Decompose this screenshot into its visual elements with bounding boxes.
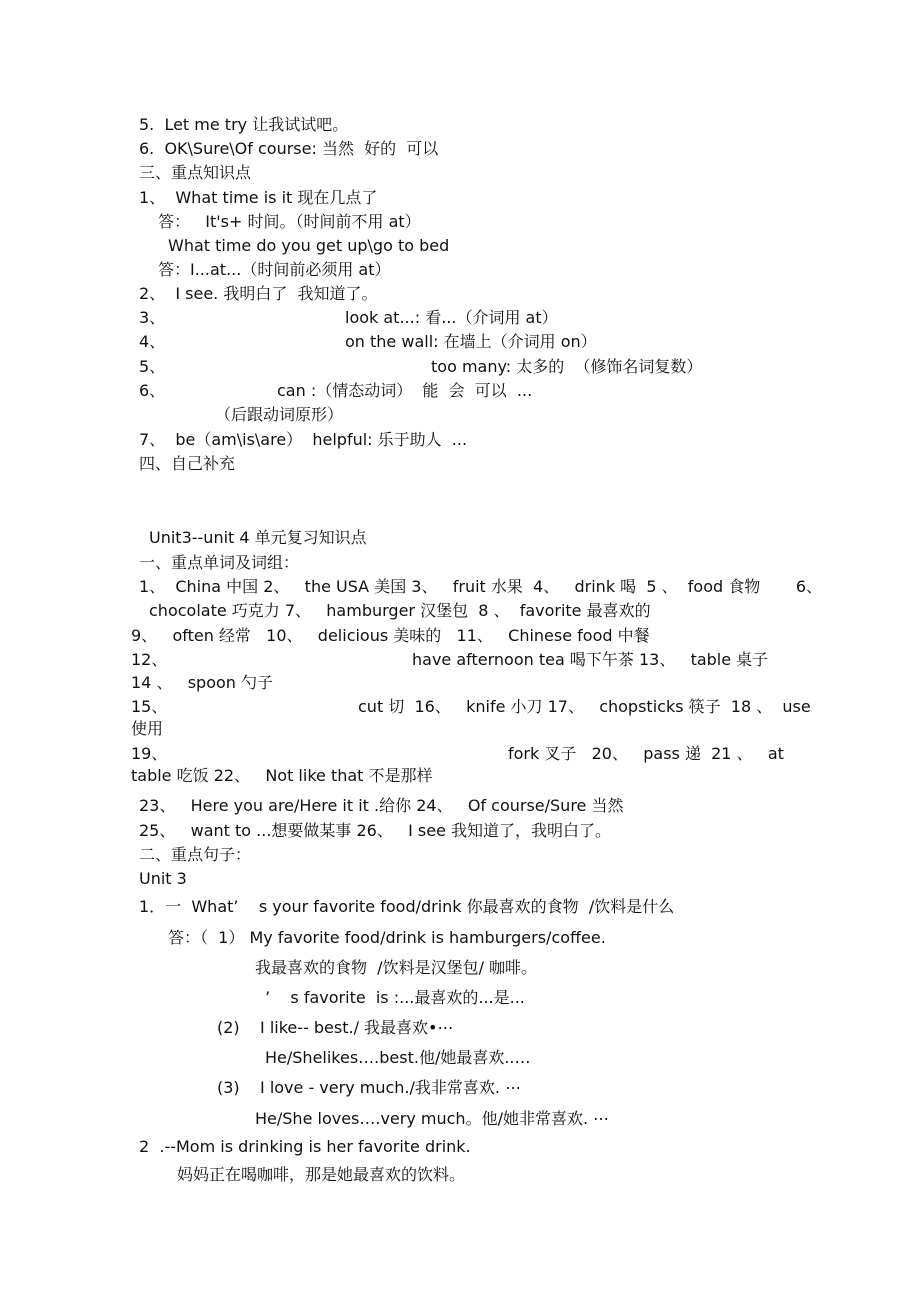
- text-line: on the wall: 在墙上（介词用 on）: [345, 332, 597, 351]
- text-line: table 吃饭 22、 Not like that 不是那样: [131, 766, 433, 785]
- unit-title: Unit3--unit 4 单元复习知识点: [149, 528, 367, 547]
- text-line: 1、 What time is it 现在几点了: [139, 188, 378, 207]
- text-line: 15、: [131, 697, 168, 716]
- text-line: look at...: 看...（介词用 at）: [345, 308, 558, 327]
- unit-subtitle: Unit 3: [139, 869, 187, 888]
- section-heading: 三、重点知识点: [139, 163, 252, 182]
- text-line: have afternoon tea 喝下午茶 13、 table 桌子: [412, 650, 769, 669]
- text-line: （后跟动词原形）: [215, 405, 344, 424]
- text-line: ’ s favorite is :...最喜欢的...是...: [265, 988, 525, 1007]
- text-line: 12、: [131, 650, 168, 669]
- text-line: 4、: [139, 332, 166, 351]
- text-line: 5. Let me try 让我试试吧。: [139, 115, 349, 134]
- text-line: 2 .--Mom is drinking is her favorite drink.: [139, 1137, 471, 1156]
- text-line: chocolate 巧克力 7、 hamburger 汉堡包 8 、 favorite 最喜欢的: [149, 601, 651, 620]
- text-line: He/She loves….very much。他/她非常喜欢. ⋯: [255, 1109, 610, 1128]
- text-line: can :（情态动词） 能 会 可以 ...: [277, 381, 533, 400]
- text-line: 使用: [131, 719, 164, 738]
- text-line: cut 切 16、 knife 小刀 17、 chopsticks 筷子 18 、 use: [358, 697, 811, 716]
- text-line: 6、: [139, 381, 166, 400]
- text-line: 7、 be（am\is\are） helpful: 乐于助人 ...: [139, 430, 468, 449]
- section-heading: 一、重点单词及词组：: [139, 553, 300, 572]
- section-heading: 二、重点句子：: [139, 845, 252, 864]
- text-line: 答： It's+ 时间。（时间前不用 at）: [158, 212, 421, 231]
- text-line: 妈妈正在喝咖啡，那是她最喜欢的饮料。: [177, 1165, 466, 1184]
- text-line: 9、 often 经常 10、 delicious 美味的 11、 Chinese food 中餐: [131, 626, 650, 645]
- text-line: (2) I like-- best./ 我最喜欢•⋯: [217, 1018, 454, 1037]
- text-line: 3、: [139, 308, 166, 327]
- text-line: 2、 I see. 我明白了 我知道了。: [139, 284, 378, 303]
- text-line: 19、: [131, 744, 168, 763]
- text-line: 25、 want to ...想要做某事 26、 I see 我知道了，我明白了。: [139, 821, 612, 840]
- text-line: 6. OK\Sure\Of course: 当然 好的 可以: [139, 139, 439, 158]
- text-line: 23、 Here you are/Here it it .给你 24、 Of course/Sure 当然: [139, 796, 624, 815]
- text-line: 答：I...at...（时间前必须用 at）: [158, 260, 391, 279]
- text-line: 1、 China 中国 2、 the USA 美国 3、 fruit 水果 4、 drink 喝 5 、 food 食物 6、: [139, 577, 823, 596]
- text-line: 我最喜欢的食物 /饮料是汉堡包/ 咖啡。: [255, 958, 538, 977]
- text-line: 5、: [139, 357, 166, 376]
- text-line: What time do you get up\go to bed: [168, 236, 450, 255]
- text-line: fork 叉子 20、 pass 递 21 、 at: [508, 744, 784, 763]
- text-line: 1．一 What’ s your favorite food/drink 你最喜欢的食物 /饮料是什么: [139, 897, 675, 916]
- text-line: 14 、 spoon 勺子: [131, 673, 274, 692]
- text-line: He/Shelikes….best.他/她最喜欢..…: [265, 1048, 531, 1067]
- text-line: (3) I love - very much./我非常喜欢. ⋯: [217, 1078, 522, 1097]
- section-heading: 四、自己补充: [139, 454, 236, 473]
- text-line: 答：（ 1） My favorite food/drink is hamburgers/coffee.: [168, 928, 606, 947]
- text-line: too many: 太多的 （修饰名词复数）: [431, 357, 703, 376]
